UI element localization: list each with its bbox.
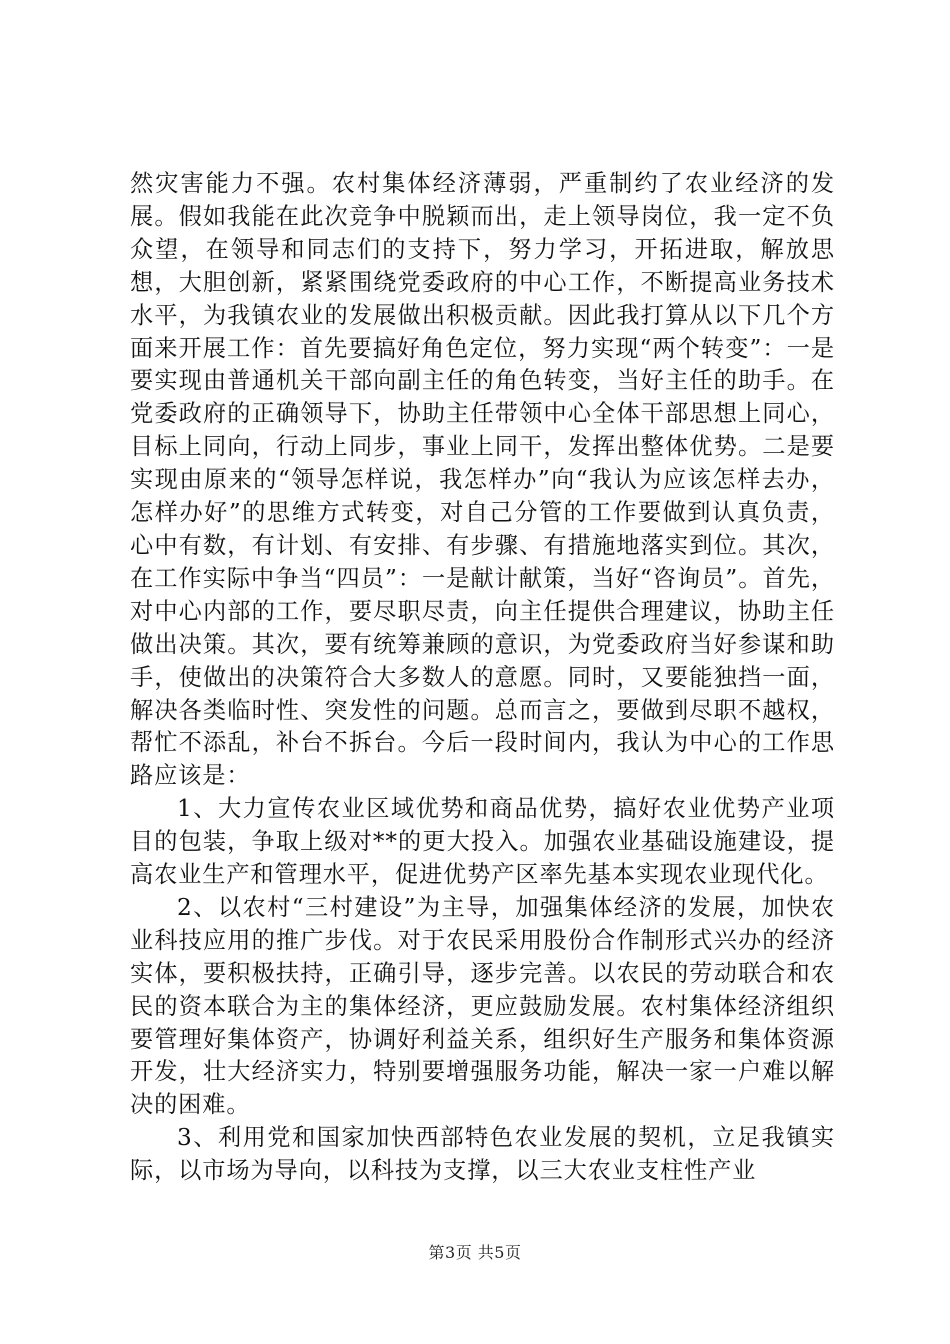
page-number-footer: 第3页 共5页: [428, 1243, 522, 1262]
body-text: [130, 168, 835, 1188]
paragraph-item-3: 3、利用党和国家加快西部特色农业发展的契机，立足我镇实际，以市场为导向，以科技为支撑，以三大农业支柱性产业: [130, 1124, 835, 1185]
paragraph-continuation: 然灾害能力不强。农村集体经济薄弱，严重制约了农业经济的发展。假如我能在此次竞争中脱颖而出，走上领导岗位，我一定不负众望，在领导和同志们的支持下，努力学习，开拓进取，解放思想，大胆创新，紧紧围绕党委政府的中心工作，不断提高业务技术水平，为我镇农业的发展做出积极贡献。因此我打算从以下几个方面来开展工作：首先要搞好角色定位，努力实现“两个转变”：一是要实现由普通机关干部向副主任的角色转变，当好主任的助手。在党委政府的正确领导下，协助主任带领中心全体干部思想上同心，目标上同向，行动上同步，事业上同干，发挥出整体优势。二是要实现由原来的“领导怎样说，我怎样办”向“我认为应该怎样去办，怎样办好”的思维方式转变，对自己分管的工作要做到认真负责，心中有数，有计划、有安排、有步骤、有措施地落实到位。其次，在工作实际中争当“四员”：一是献计献策，当好“咨询员”。首先，对中心内部的工作，要尽职尽责，向主任提供合理建议，协助主任做出决策。其次，要有统筹兼顾的意识，为党委政府当好参谋和助手，使做出的决策符合大多数人的意愿。同时，又要能独挡一面，解决各类临时性、突发性的问题。总而言之，要做到尽职不越权，帮忙不添乱，补台不拆台。今后一段时间内，我认为中心的工作思路应该是：: [130, 170, 835, 790]
paragraph-item-1: 1、大力宣传农业区域优势和商品优势，搞好农业优势产业项目的包装，争取上级对**的更大投入。加强农业基础设施建设，提高农业生产和管理水平，促进优势产区率先基本实现农业现代化。: [130, 795, 835, 889]
paragraph-item-2: 2、以农村“三村建设”为主导，加强集体经济的发展，加快农业科技应用的推广步伐。对于农民采用股份合作制形式兴办的经济实体，要积极扶持，正确引导，逐步完善。以农民的劳动联合和农民的资本联合为主的集体经济，更应鼓励发展。农村集体经济组织要管理好集体资产，协调好利益关系，组织好生产服务和集体资源开发，壮大经济实力，特别要增强服务功能，解决一家一户难以解决的困难。: [130, 893, 835, 1119]
